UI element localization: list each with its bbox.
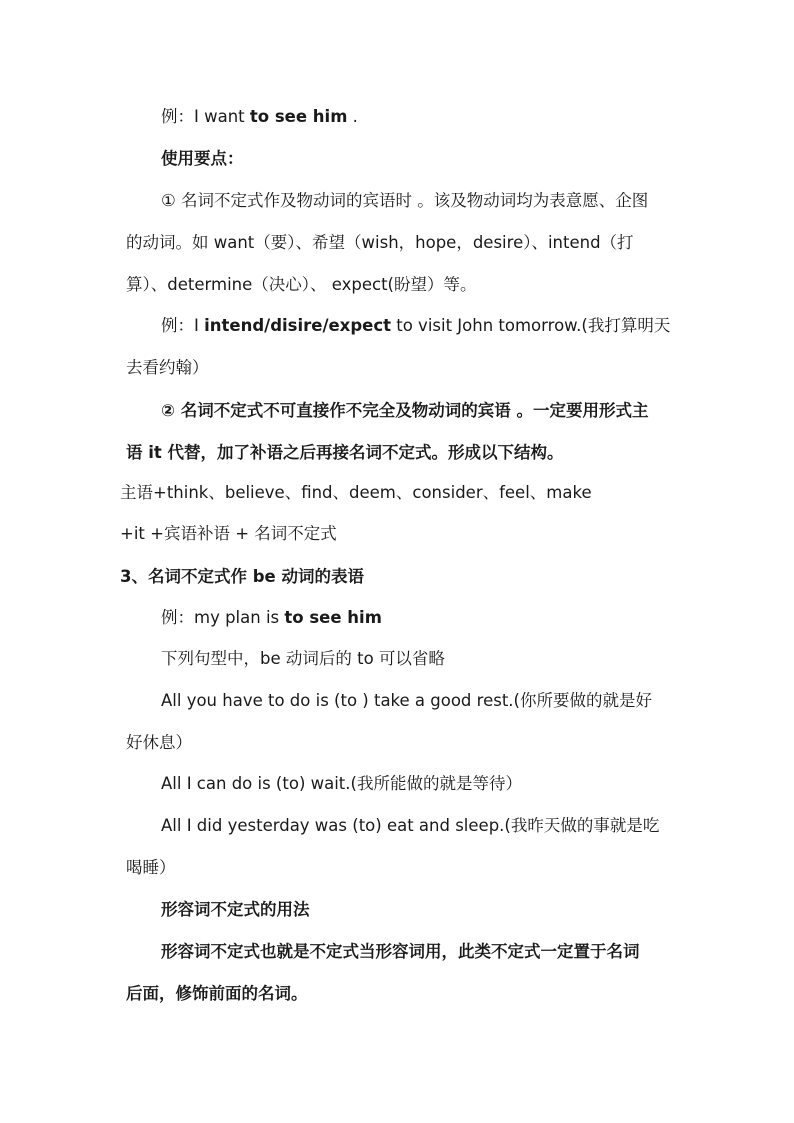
bold-text: 后面，修饰前面的名词。 — [126, 984, 308, 1003]
example-intend — [161, 315, 670, 337]
text: 例：my plan is — [161, 608, 285, 627]
point-1-line-3: 算）、determine（决心）、 expect(盼望）等。 — [126, 275, 477, 294]
bold-text: to see him — [284, 608, 382, 627]
be-to-omission-note: 下列句型中，be 动词后的 to 可以省略 — [161, 649, 445, 668]
bold-text: 语 it 代替，加了补语之后再接名词不定式。形成以下结构。 — [126, 443, 564, 462]
text: 例：I want — [161, 107, 250, 126]
text: . — [347, 107, 358, 126]
example-want-to-see — [161, 106, 358, 128]
bold-text: intend/disire/expect — [204, 316, 391, 335]
bold-text: 形容词不定式的用法 — [161, 900, 310, 919]
heading-usage-points — [161, 148, 244, 170]
bold-text: 形容词不定式也就是不定式当形容词用，此类不定式一定置于名词 — [161, 942, 640, 961]
example-all-i-did: All I did yesterday was (to) eat and sleep.(我昨天做的事就是吃 — [161, 816, 660, 835]
example-all-i-can-do: All I can do is (to) wait.(我所能做的就是等待） — [161, 774, 522, 793]
point-1-line-1: ① 名词不定式作及物动词的宾语时 。该及物动词均为表意愿、企图 — [161, 191, 649, 210]
bold-text: to see him — [249, 107, 348, 126]
example-all-you-have: All you have to do is (to ) take a good rest.(你所要做的就是好 — [161, 691, 652, 710]
text: to visit John tomorrow.(我打算明天 — [391, 316, 671, 335]
example-all-i-did-line-2: 喝睡） — [126, 858, 176, 877]
bold-text: 使用要点： — [161, 149, 244, 168]
text: 例：I — [161, 316, 205, 335]
adjective-infinitive-heading — [161, 899, 310, 921]
bold-text: 3、名词不定式作 be 动词的表语 — [120, 567, 364, 586]
example-intend-line-2: 去看约翰） — [126, 358, 209, 377]
structure-line-2: +it +宾语补语 + 名词不定式 — [120, 524, 337, 543]
example-my-plan — [161, 607, 382, 629]
section-3-heading — [120, 566, 364, 588]
adjective-infinitive-line-1 — [161, 941, 640, 963]
point-1-line-2: 的动词。如 want（要）、希望（wish，hope，desire）、intend（打 — [126, 233, 634, 252]
example-all-you-have-line-2: 好休息） — [126, 733, 192, 752]
point-2-line-1 — [161, 400, 648, 422]
point-2-line-2 — [126, 442, 564, 464]
bold-text: ② 名词不定式不可直接作不完全及物动词的宾语 。一定要用形式主 — [161, 401, 649, 420]
structure-line-1: 主语+think、believe、find、deem、consider、feel、make — [120, 483, 592, 502]
adjective-infinitive-line-2 — [126, 983, 308, 1005]
